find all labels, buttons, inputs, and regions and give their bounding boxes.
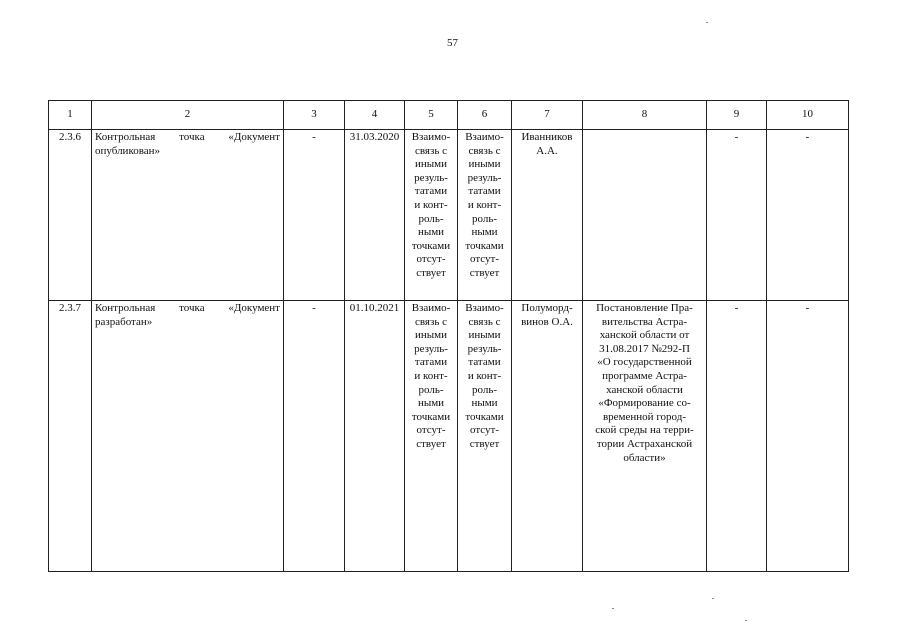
scan-speck xyxy=(612,608,614,609)
table-row xyxy=(49,130,849,301)
document-cell: Постановление Пра- вительства Астра- ханской области от 31.08.2017 №292-П «О государственной программе Астра- ханской области «Формирование со- временной город- ской среды на терри- тории Астраханской области» xyxy=(583,301,707,572)
relation-cell-6: Взаимо- связь с иными резуль- татами и конт- роль- ными точками отсут- ствует xyxy=(458,301,512,572)
header-cell: 1 xyxy=(49,101,92,130)
scan-speck xyxy=(745,620,747,621)
scan-speck xyxy=(706,22,708,23)
relation-cell-6: Взаимо- связь с иными резуль- татами и конт- роль- ными точками отсут- ствует xyxy=(458,130,512,301)
responsible-cell: Иванников А.А. xyxy=(512,130,583,301)
document-cell xyxy=(583,130,707,301)
header-cell: 2 xyxy=(92,101,284,130)
header-cell: 9 xyxy=(707,101,767,130)
table-row xyxy=(49,301,849,572)
date-cell: 31.03.2020 xyxy=(345,130,405,301)
table-header-row xyxy=(49,101,849,130)
cell-col9: - xyxy=(707,130,767,301)
header-cell: 5 xyxy=(405,101,458,130)
row-number: 2.3.6 xyxy=(49,130,92,301)
cell-col3: - xyxy=(284,130,345,301)
cell-col10: - xyxy=(767,130,849,301)
header-cell: 7 xyxy=(512,101,583,130)
relation-cell-5: Взаимо- связь с иными резуль- татами и конт- роль- ными точками отсут- ствует xyxy=(405,130,458,301)
control-point-name: Контрольная точка «Документ разработан» xyxy=(92,301,284,572)
control-point-name: Контрольная точка «Документ опубликован» xyxy=(92,130,284,301)
header-cell: 3 xyxy=(284,101,345,130)
header-cell: 6 xyxy=(458,101,512,130)
page-number: 57 xyxy=(447,37,458,49)
date-cell: 01.10.2021 xyxy=(345,301,405,572)
relation-cell-5: Взаимо- связь с иными резуль- татами и конт- роль- ными точками отсут- ствует xyxy=(405,301,458,572)
cell-col9: - xyxy=(707,301,767,572)
row-number: 2.3.7 xyxy=(49,301,92,572)
scan-speck xyxy=(712,598,714,599)
header-cell: 8 xyxy=(583,101,707,130)
program-table xyxy=(48,100,849,572)
responsible-cell: Полуморд- винов О.А. xyxy=(512,301,583,572)
cell-col3: - xyxy=(284,301,345,572)
header-cell: 10 xyxy=(767,101,849,130)
header-cell: 4 xyxy=(345,101,405,130)
cell-col10: - xyxy=(767,301,849,572)
